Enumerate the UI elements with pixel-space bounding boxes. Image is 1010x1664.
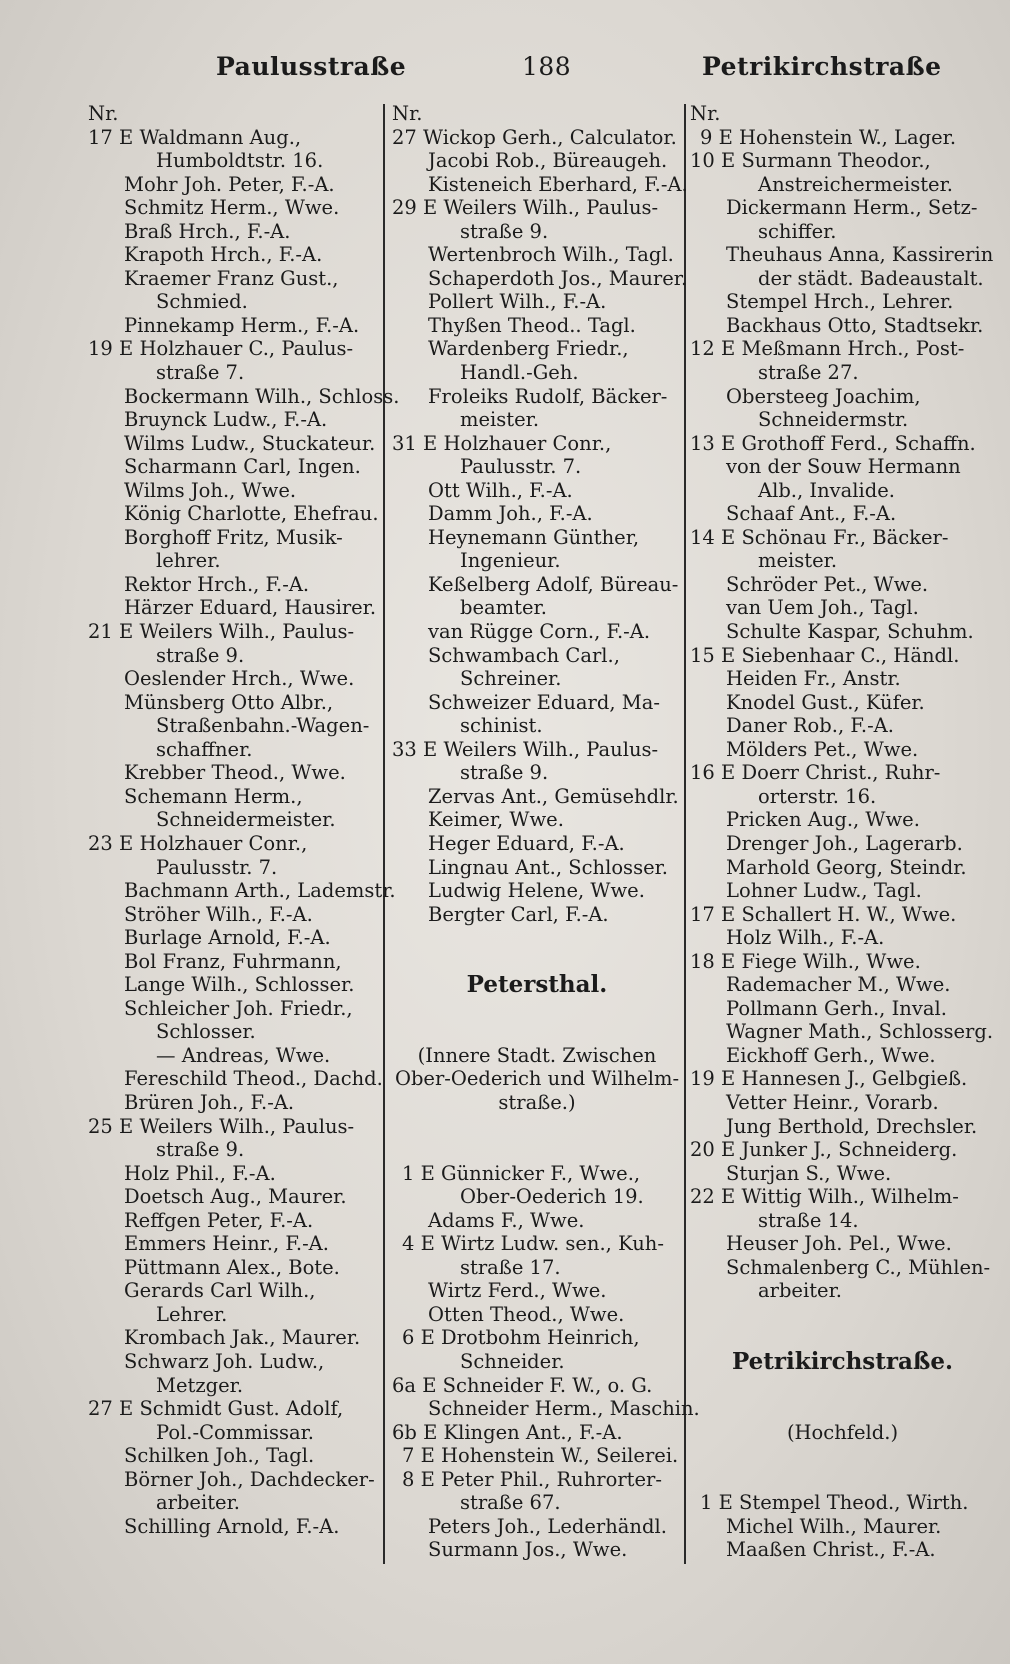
directory-entry: Nr. bbox=[88, 102, 119, 125]
directory-entry: straße 7. bbox=[156, 361, 245, 385]
directory-entry: Straßenbahn.-Wagen- bbox=[156, 714, 370, 738]
directory-entry: straße 9. bbox=[156, 643, 245, 667]
directory-entry: Anstreichermeister. bbox=[758, 172, 953, 196]
directory-entry: Heynemann Günther, bbox=[428, 525, 640, 549]
directory-entry: Gerards Carl Wilh., bbox=[124, 1279, 316, 1303]
directory-entry: 9 E Hohenstein W., Lager. bbox=[700, 125, 957, 149]
directory-entry: Dickermann Herm., Setz- bbox=[726, 196, 978, 220]
directory-entry: schiffer. bbox=[758, 219, 837, 243]
spacer bbox=[690, 1397, 995, 1421]
directory-entry: Paulusstr. 7. bbox=[156, 855, 278, 879]
directory-entry: Heiden Fr., Anstr. bbox=[726, 667, 901, 691]
column-divider bbox=[383, 104, 385, 1564]
directory-entry: Lange Wilh., Schlosser. bbox=[124, 973, 355, 997]
street-description: (Innere Stadt. Zwischen bbox=[417, 1043, 657, 1067]
directory-entry: Mölders Pet., Wwe. bbox=[726, 737, 919, 761]
directory-entry: Emmers Heinr., F.-A. bbox=[124, 1232, 329, 1256]
directory-entry: Marhold Georg, Steindr. bbox=[726, 855, 967, 879]
directory-entry: Nr. bbox=[690, 102, 721, 125]
directory-entry: arbeiter. bbox=[156, 1491, 240, 1515]
spacer bbox=[690, 1303, 995, 1327]
directory-entry: 14 E Schönau Fr., Bäcker- bbox=[690, 525, 949, 549]
directory-entry: Braß Hrch., F.-A. bbox=[124, 219, 291, 243]
directory-entry: Nr. bbox=[392, 102, 423, 125]
spacer bbox=[690, 1444, 995, 1468]
directory-entry: 12 E Meßmann Hrch., Post- bbox=[690, 337, 965, 361]
directory-entry: Lingnau Ant., Schlosser. bbox=[428, 855, 668, 879]
directory-entry: 17 E Schallert H. W., Wwe. bbox=[690, 902, 957, 926]
directory-entry: König Charlotte, Ehefrau. bbox=[124, 502, 379, 526]
directory-entry: 7 E Hohenstein W., Seilerei. bbox=[402, 1444, 679, 1468]
directory-entry: straße 9. bbox=[460, 219, 549, 243]
spacer bbox=[392, 950, 682, 974]
directory-entry: Ludwig Helene, Wwe. bbox=[428, 879, 645, 903]
directory-entry: 19 E Holzhauer C., Paulus- bbox=[88, 337, 354, 361]
directory-entry: — Andreas, Wwe. bbox=[156, 1043, 331, 1067]
directory-entry: Keimer, Wwe. bbox=[428, 808, 564, 832]
directory-entry: schinist. bbox=[460, 714, 543, 738]
directory-entry: Eickhoff Gerh., Wwe. bbox=[726, 1043, 936, 1067]
directory-entry: Ober-Oederich 19. bbox=[460, 1185, 644, 1209]
directory-entry: Otten Theod., Wwe. bbox=[428, 1302, 625, 1326]
directory-entry: straße 27. bbox=[758, 361, 859, 385]
directory-entry: Reffgen Peter, F.-A. bbox=[124, 1208, 314, 1232]
directory-entry: Humboldtstr. 16. bbox=[156, 149, 324, 173]
directory-entry: 27 E Schmidt Gust. Adolf, bbox=[88, 1397, 344, 1421]
directory-entry: Schweizer Eduard, Ma- bbox=[428, 690, 660, 714]
directory-entry: 6b E Klingen Ant., F.-A. bbox=[392, 1420, 623, 1444]
page-number: 188 bbox=[522, 52, 572, 81]
street-description: straße.) bbox=[498, 1090, 576, 1114]
directory-entry: Burlage Arnold, F.-A. bbox=[124, 926, 331, 950]
directory-entry: straße 9. bbox=[460, 761, 549, 785]
directory-entry: Püttmann Alex., Bote. bbox=[124, 1255, 340, 1279]
directory-entry: 21 E Weilers Wilh., Paulus- bbox=[88, 620, 355, 644]
directory-entry: Peters Joh., Lederhändl. bbox=[428, 1514, 667, 1538]
directory-entry: Börner Joh., Dachdecker- bbox=[124, 1467, 375, 1491]
directory-entry: 18 E Fiege Wilh., Wwe. bbox=[690, 949, 921, 973]
directory-entry: 10 E Surmann Theodor., bbox=[690, 149, 931, 173]
directory-entry: Wilms Ludw., Stuckateur. bbox=[124, 431, 376, 455]
directory-entry: Schneidermeister. bbox=[156, 808, 336, 832]
directory-entry: Wilms Joh., Wwe. bbox=[124, 478, 297, 502]
directory-entry: arbeiter. bbox=[758, 1279, 842, 1303]
directory-entry: straße 9. bbox=[156, 1138, 245, 1162]
directory-entry: Pollmann Gerh., Inval. bbox=[726, 996, 947, 1020]
directory-entry: Adams F., Wwe. bbox=[428, 1208, 585, 1232]
directory-entry: Schneidermstr. bbox=[758, 408, 909, 432]
directory-entry: Vetter Heinr., Vorarb. bbox=[726, 1090, 939, 1114]
directory-entry: Schmalenberg C., Mühlen- bbox=[726, 1255, 991, 1279]
directory-entry: Drenger Joh., Lagerarb. bbox=[726, 831, 963, 855]
directory-entry: Schilken Joh., Tagl. bbox=[124, 1444, 315, 1468]
directory-entry: Keßelberg Adolf, Büreau- bbox=[428, 572, 679, 596]
directory-entry: Schröder Pet., Wwe. bbox=[726, 572, 929, 596]
directory-entry: Bol Franz, Fuhrmann, bbox=[124, 949, 342, 973]
directory-entry: Schlosser. bbox=[156, 1020, 256, 1044]
directory-entry: Schneider. bbox=[460, 1349, 565, 1373]
directory-entry: Schwarz Joh. Ludw., bbox=[124, 1349, 325, 1373]
directory-entry: Maaßen Christ., F.-A. bbox=[726, 1538, 936, 1562]
directory-entry: van Rügge Corn., F.-A. bbox=[428, 620, 651, 644]
directory-entry: Kisteneich Eberhard, F.-A. bbox=[428, 172, 688, 196]
directory-entry: Rektor Hrch., F.-A. bbox=[124, 572, 310, 596]
directory-entry: Jung Berthold, Drechsler. bbox=[726, 1114, 978, 1138]
directory-entry: Alb., Invalide. bbox=[758, 478, 895, 502]
directory-entry: orterstr. 16. bbox=[758, 784, 877, 808]
directory-entry: Holz Phil., F.-A. bbox=[124, 1161, 276, 1185]
directory-entry: Pinnekamp Herm., F.-A. bbox=[124, 313, 360, 337]
directory-entry: Metzger. bbox=[156, 1373, 244, 1397]
directory-entry: Backhaus Otto, Stadtsekr. bbox=[726, 313, 984, 337]
directory-entry: meister. bbox=[758, 549, 838, 573]
spacer bbox=[392, 1115, 682, 1139]
directory-entry: Lehrer. bbox=[156, 1302, 228, 1326]
directory-entry: 23 E Holzhauer Conr., bbox=[88, 831, 308, 855]
directory-entry: Knodel Gust., Küfer. bbox=[726, 690, 925, 714]
directory-entry: Thyßen Theod.. Tagl. bbox=[428, 313, 636, 337]
directory-entry: Zervas Ant., Gemüsehdlr. bbox=[428, 784, 679, 808]
directory-entry: Schemann Herm., bbox=[124, 784, 303, 808]
directory-entry: Brüren Joh., F.-A. bbox=[124, 1090, 295, 1114]
directory-entry: Ott Wilh., F.-A. bbox=[428, 478, 573, 502]
left-running-head: Paulusstraße bbox=[216, 52, 407, 81]
directory-entry: Bergter Carl, F.-A. bbox=[428, 902, 609, 926]
directory-entry: 8 E Peter Phil., Ruhrorter- bbox=[402, 1467, 662, 1491]
directory-entry: 20 E Junker J., Schneiderg. bbox=[690, 1138, 958, 1162]
spacer bbox=[690, 1468, 995, 1492]
directory-entry: Krombach Jak., Maurer. bbox=[124, 1326, 361, 1350]
directory-entry: van Uem Joh., Tagl. bbox=[726, 596, 919, 620]
directory-entry: Härzer Eduard, Hausirer. bbox=[124, 596, 377, 620]
directory-entry: Kraemer Franz Gust., bbox=[124, 266, 339, 290]
spacer bbox=[392, 1020, 682, 1044]
directory-entry: Wagner Math., Schlosserg. bbox=[726, 1020, 994, 1044]
directory-entry: Pol.-Commissar. bbox=[156, 1420, 314, 1444]
spacer bbox=[392, 997, 682, 1021]
directory-entry: Paulusstr. 7. bbox=[460, 455, 582, 479]
directory-entry: Bockermann Wilh., Schloss. bbox=[124, 384, 400, 408]
directory-entry: 1 E Günnicker F., Wwe., bbox=[402, 1161, 641, 1185]
directory-entry: 1 E Stempel Theod., Wirth. bbox=[700, 1491, 969, 1515]
directory-entry: 6a E Schneider F. W., o. G. bbox=[392, 1373, 653, 1397]
spacer bbox=[690, 1326, 995, 1350]
directory-entry: 22 E Wittig Wilh., Wilhelm- bbox=[690, 1185, 959, 1209]
directory-entry: Bruynck Ludw., F.-A. bbox=[124, 408, 328, 432]
street-heading: Petersthal. bbox=[466, 971, 608, 999]
directory-entry: 17 E Waldmann Aug., bbox=[88, 125, 302, 149]
directory-entry: 25 E Weilers Wilh., Paulus- bbox=[88, 1114, 355, 1138]
directory-entry: 33 E Weilers Wilh., Paulus- bbox=[392, 737, 659, 761]
directory-entry: 19 E Hannesen J., Gelbgieß. bbox=[690, 1067, 968, 1091]
spacer bbox=[690, 1374, 995, 1398]
directory-entry: straße 67. bbox=[460, 1491, 561, 1515]
directory-entry: Heuser Joh. Pel., Wwe. bbox=[726, 1232, 952, 1256]
directory-entry: Schulte Kaspar, Schuhm. bbox=[726, 620, 974, 644]
column-left bbox=[88, 102, 400, 1538]
column-divider bbox=[684, 104, 686, 1564]
directory-entry: der städt. Badeaustalt. bbox=[758, 266, 984, 290]
right-running-head: Petrikirchstraße bbox=[702, 52, 942, 81]
directory-entry: Heger Eduard, F.-A. bbox=[428, 831, 625, 855]
directory-entry: Schmitz Herm., Wwe. bbox=[124, 196, 340, 220]
directory-entry: 4 E Wirtz Ludw. sen., Kuh- bbox=[402, 1232, 664, 1256]
street-heading: Petrikirchstraße. bbox=[731, 1347, 953, 1375]
directory-entry: 29 E Weilers Wilh., Paulus- bbox=[392, 196, 659, 220]
directory-entry: Borghoff Fritz, Musik- bbox=[124, 525, 343, 549]
street-description: (Hochfeld.) bbox=[786, 1420, 899, 1444]
directory-entry: Damm Joh., F.-A. bbox=[428, 502, 593, 526]
street-description: Ober-Oederich und Wilhelm- bbox=[394, 1067, 680, 1091]
directory-entry: beamter. bbox=[460, 596, 547, 620]
directory-entry: Oeslender Hrch., Wwe. bbox=[124, 667, 355, 691]
directory-entry: Sturjan S., Wwe. bbox=[726, 1161, 892, 1185]
directory-entry: Wardenberg Friedr., bbox=[428, 337, 629, 361]
directory-entry: Fereschild Theod., Dachd. bbox=[124, 1067, 383, 1091]
directory-entry: 15 E Siebenhaar C., Händl. bbox=[690, 643, 960, 667]
directory-entry: Ingenieur. bbox=[460, 549, 561, 573]
directory-entry: Ströher Wilh., F.-A. bbox=[124, 902, 313, 926]
directory-entry: Theuhaus Anna, Kassirerin bbox=[726, 243, 994, 267]
directory-entry: Schleicher Joh. Friedr., bbox=[124, 996, 353, 1020]
directory-entry: schaffner. bbox=[156, 737, 253, 761]
directory-entry: Froleiks Rudolf, Bäcker- bbox=[428, 384, 668, 408]
directory-entry: 16 E Doerr Christ., Ruhr- bbox=[690, 761, 941, 785]
directory-entry: Rademacher M., Wwe. bbox=[726, 973, 951, 997]
directory-entry: Handl.-Geh. bbox=[460, 361, 579, 385]
directory-entry: 31 E Holzhauer Conr., bbox=[392, 431, 612, 455]
directory-entry: straße 17. bbox=[460, 1255, 561, 1279]
directory-entry: Münsberg Otto Albr., bbox=[124, 690, 334, 714]
directory-entry: Pricken Aug., Wwe. bbox=[726, 808, 920, 832]
directory-entry: Surmann Jos., Wwe. bbox=[428, 1538, 628, 1562]
directory-entry: Krebber Theod., Wwe. bbox=[124, 761, 346, 785]
spacer bbox=[392, 926, 682, 950]
directory-entry: Doetsch Aug., Maurer. bbox=[124, 1185, 347, 1209]
directory-entry: Bachmann Arth., Lademstr. bbox=[124, 879, 396, 903]
directory-entry: Mohr Joh. Peter, F.-A. bbox=[124, 172, 335, 196]
column-middle bbox=[392, 102, 700, 1562]
column-right bbox=[690, 102, 995, 1562]
directory-entry: 27 Wickop Gerh., Calculator. bbox=[392, 125, 677, 149]
directory-entry: Schreiner. bbox=[460, 667, 562, 691]
directory-entry: meister. bbox=[460, 408, 540, 432]
directory-entry: Wertenbroch Wilh., Tagl. bbox=[428, 243, 674, 267]
directory-entry: lehrer. bbox=[156, 549, 221, 573]
directory-entry: 6 E Drotbohm Heinrich, bbox=[402, 1326, 640, 1350]
directory-entry: Wirtz Ferd., Wwe. bbox=[428, 1279, 607, 1303]
directory-entry: Schneider Herm., Maschin. bbox=[428, 1397, 700, 1421]
directory-entry: Holz Wilh., F.-A. bbox=[726, 926, 885, 950]
directory-entry: Scharmann Carl, Ingen. bbox=[124, 455, 361, 479]
spacer bbox=[392, 1138, 682, 1162]
directory-entry: Krapoth Hrch., F.-A. bbox=[124, 243, 323, 267]
directory-entry: Schilling Arnold, F.-A. bbox=[124, 1514, 340, 1538]
directory-entry: Stempel Hrch., Lehrer. bbox=[726, 290, 954, 314]
directory-entry: Michel Wilh., Maurer. bbox=[726, 1514, 942, 1538]
directory-entry: Lohner Ludw., Tagl. bbox=[726, 879, 922, 903]
directory-entry: 13 E Grothoff Ferd., Schaffn. bbox=[690, 431, 976, 455]
directory-entry: Schwambach Carl., bbox=[428, 643, 620, 667]
directory-entry: Schmied. bbox=[156, 290, 248, 314]
directory-entry: Schaaf Ant., F.-A. bbox=[726, 502, 897, 526]
directory-entry: Schaperdoth Jos., Maurer. bbox=[428, 266, 688, 290]
directory-entry: Jacobi Rob., Büreaugeh. bbox=[428, 149, 668, 173]
directory-entry: straße 14. bbox=[758, 1208, 859, 1232]
directory-entry: Pollert Wilh., F.-A. bbox=[428, 290, 607, 314]
directory-entry: von der Souw Hermann bbox=[726, 455, 961, 479]
directory-entry: Obersteeg Joachim, bbox=[726, 384, 921, 408]
directory-entry: Daner Rob., F.-A. bbox=[726, 714, 894, 738]
